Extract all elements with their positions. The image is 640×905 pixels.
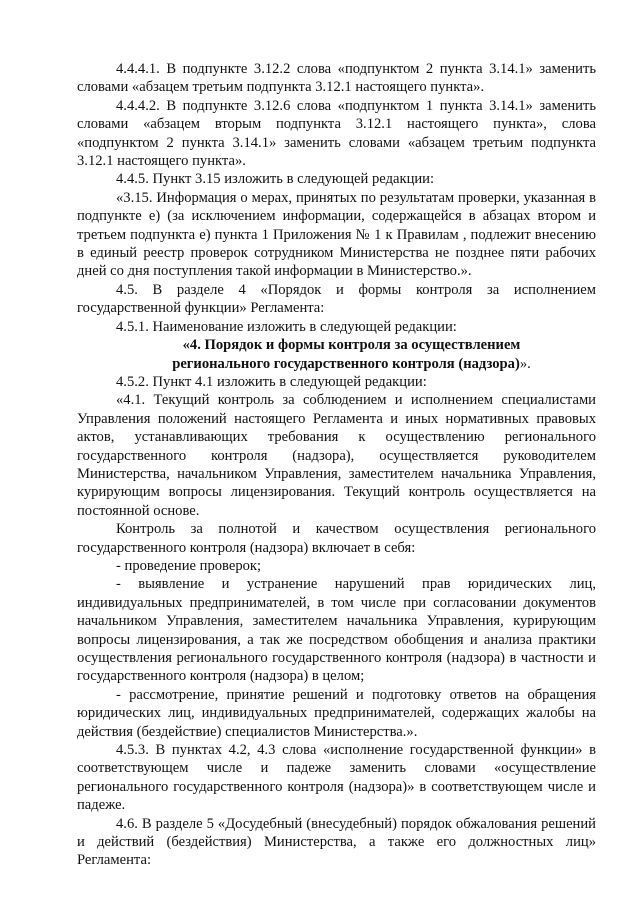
paragraph-3-15-quote: «3.15. Информация о мерах, принятых по результатам проверки, указанная в подпункте е) (за исключением информации, содержащейся в абзацах втором и третьем подпункта е) пункта 1 Приложения № 1 к Правилам , подлежит внесению в единый реестр проверок сотрудником Министерства не позднее пяти рабочих дней со дня поступления такой информации в Министерство.». <box>77 189 596 280</box>
list-item-inspections: - проведение проверок; <box>116 557 262 574</box>
paragraph-4-4-4-2: 4.4.4.2. В подпункте 3.12.6 слова «подпунктом 1 пункта 3.14.1» заменить словами «абзацем вторым подпункта 3.12.1 настоящего пункта», слова «подпунктом 2 пункта 3.14.1» заменить словами «абзацем третьим подпункта 3.12.1 настоящего пункта». <box>77 97 596 170</box>
paragraph-4-4-5: 4.4.5. Пункт 3.15 изложить в следующей редакции: <box>116 171 435 188</box>
paragraph-4-5-3: 4.5.3. В пунктах 4.2, 4.3 слова «исполнение государственной функции» в соответствующем числе и падеже заменить словами «осуществление регионального государственного контроля (надзора)» в соответствующем числе и падеже. <box>77 742 596 814</box>
paragraph-4-4-4-1: 4.4.4.1. В подпункте 3.12.2 слова «подпунктом 2 пункта 3.14.1» заменить словами «абзацем третьим подпункта 3.12.1 настоящего пункта». <box>77 61 596 96</box>
list-item-appeals: - рассмотрение, принятие решений и подготовку ответов на обращения юридических лиц, индивидуальных предпринимателей, содержащих жалобы на действия (бездействие) специалистов Министерства.». <box>77 686 596 740</box>
section-heading-tail: ». <box>519 355 531 372</box>
section-heading <box>77 336 596 373</box>
paragraph-4-5-2: 4.5.2. Пункт 4.1 изложить в следующей редакции: <box>116 373 427 390</box>
list-item-violations: - выявление и устранение нарушений прав юридических лиц, индивидуальных предпринимателей, в том числе при согласовании документов начальником Управления, заместителем начальника Управления, курирующим вопросы лицензирования, а так же посредством обобщения и анализа практики осуществления регионального государственного контроля (надзора) в частности и государственного контроля (надзора) в целом; <box>77 576 596 685</box>
section-heading-line2: регионального государственного контроля (надзора) <box>172 355 520 372</box>
paragraph-4-1-quote: «4.1. Текущий контроль за соблюдением и исполнением специалистами Управления положений настоящего Регламента и иных нормативных правовых актов, устанавливающих требования к осуществлению регионального государственного контроля (надзора), осуществляется руководителем Министерства, начальником Управления, заместителем начальника Управления, курирующим вопросы лицензирования. Текущий контроль осуществляется на постоянной основе. <box>77 392 596 519</box>
paragraph-4-6: 4.6. В разделе 5 «Досудебный (внесудебный) порядок обжалования решений и действий (бездействия) Министерства, а также его должностных лиц» Регламента: <box>77 815 596 869</box>
paragraph-4-5-1: 4.5.1. Наименование изложить в следующей редакции: <box>116 318 457 335</box>
paragraph-4-5: 4.5. В разделе 4 «Порядок и формы контроля за исполнением государственной функции» Регламента: <box>77 281 596 317</box>
paragraph-control-scope: Контроль за полнотой и качеством осуществления регионального государственного контроля (надзора) включает в себя: <box>77 521 596 556</box>
section-heading-line1: «4. Порядок и формы контроля за осуществлением <box>182 337 521 354</box>
